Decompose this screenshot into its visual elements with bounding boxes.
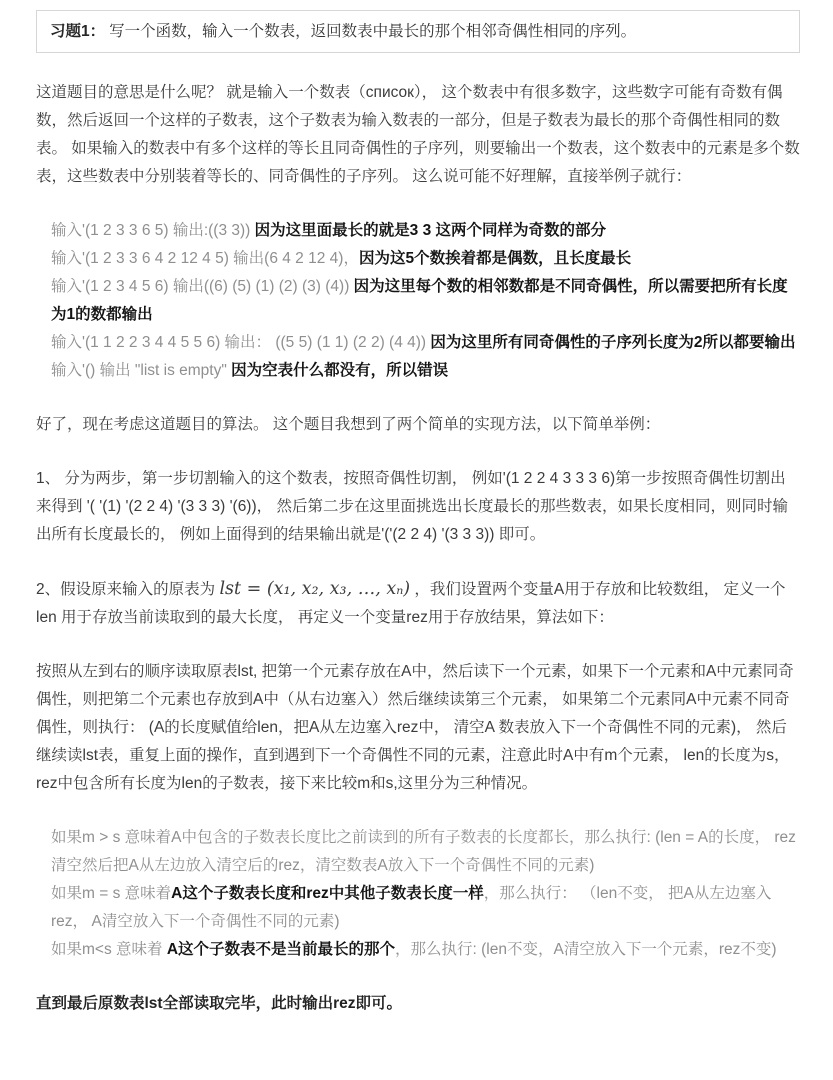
example-line-5 xyxy=(51,357,796,385)
example-4-io: 输入'(1 1 2 2 3 4 4 5 5 6) 输出： ((5 5) (1 1) (2 2) (4 4)) xyxy=(51,334,431,351)
example-3-reason: 因为这里每个数的相邻数都是不同奇偶性，所以需要把所有长度为1的数都输出 xyxy=(51,278,788,323)
case-3-post: ，那么执行: (len不变，A清空放入下一个元素，rez不变) xyxy=(395,941,777,958)
example-line-4 xyxy=(51,329,796,357)
case-line-2 xyxy=(51,880,796,936)
examples-block xyxy=(36,217,800,385)
case-2-bold: A这个子数表长度和rez中其他子数表长度一样 xyxy=(171,885,484,902)
case-1-pre: 如果m > s 意味着A中包含的子数表长度比之前读到的所有子数表的长度都长，那么执行: (len = A的长度， rez清空然后把A从左边放入清空后的rez，清空数表A放入下一个奇偶性不同的元素) xyxy=(51,829,796,874)
algorithm-paragraph: 按照从左到右的顺序读取原表lst, 把第一个元素存放在A中，然后读下一个元素，如果下一个元素和A中元素同奇偶性，则把第二个元素也存放到A中（从右边塞入）然后继续读第三个元素， 如果第二个元素同A中元素不同奇偶性，则执行： (A的长度赋值给len，把A从左边塞入rez中， 清空A 数表放入下一个奇偶性不同的元素)， 然后继续读lst表，重复上面的操作，直到遇到下一个奇偶性不同的元素，注意此时A中有m个元素， len的长度为s， rez中包含所有长度为len的子数表，接下来比较m和s,这里分为三种情况。 xyxy=(36,663,794,792)
method2-continued-text: ，我们设置两个变量A用于存放和比较数组， 定义一个len 用于存放当前读取到的最大长度， 再定义一个变量rez用于存放结果，算法如下： xyxy=(36,581,786,626)
example-line-2 xyxy=(51,245,796,273)
example-1-io: 输入'(1 2 3 3 6 5) 输出:((3 3)) xyxy=(51,222,255,239)
exercise-box xyxy=(36,10,800,53)
example-4-reason: 因为这里所有同奇偶性的子序列长度为2所以都要输出 xyxy=(430,334,796,351)
case-3-pre: 如果m<s 意味着 xyxy=(51,941,167,958)
math-formula: lst = (x₁, x₂, x₃, …, xₙ) xyxy=(219,579,411,599)
exercise-text: 写一个函数，输入一个数表，返回数表中最长的那个相邻奇偶性相同的序列。 xyxy=(109,23,637,40)
case-3-bold: A这个子数表不是当前最长的那个 xyxy=(166,941,396,958)
example-line-3 xyxy=(51,273,796,329)
example-5-reason: 因为空表什么都没有，所以错误 xyxy=(231,362,449,379)
example-2-reason: 因为这5个数挨着都是偶数，且长度最长 xyxy=(358,250,632,267)
example-5-io: 输入'() 输出 "list is empty" xyxy=(51,362,232,379)
example-3-io: 输入'(1 2 3 4 5 6) 输出((6) (5) (1) (2) (3) (4)) xyxy=(51,278,354,295)
method2-intro-text: 2、假设原来输入的原表为 xyxy=(36,581,220,598)
method1-paragraph: 1、 分为两步，第一步切割输入的这个数表，按照奇偶性切割， 例如'(1 2 2 4 3 3 3 6)第一步按照奇偶性切割出来得到 '( '(1) '(2 2 4) '(3 3 3) '(6))， 然后第二步在这里面挑选出长度最长的那些数表，如果长度相同，则同时输出所有长度最长的， 例如上面得到的结果输出就是'('(2 2 4) '(3 3 3)) 即可。 xyxy=(36,470,788,543)
exercise-label: 习题1： xyxy=(50,23,106,40)
case-2-pre: 如果m = s 意味着 xyxy=(51,885,172,902)
case-line-3 xyxy=(51,936,796,964)
example-1-reason: 因为这里面最长的就是3 3 这两个同样为奇数的部分 xyxy=(254,222,607,239)
method2-paragraph xyxy=(36,575,800,632)
example-line-1 xyxy=(51,217,796,245)
case-2-post: ，那么执行： （len不变， 把A从左边塞入rez， A清空放入下一个奇偶性不同的元素) xyxy=(51,885,772,930)
intro-paragraph: 这道题目的意思是什么呢？ 就是输入一个数表（список）， 这个数表中有很多数字，这些数字可能有奇数有偶数，然后返回一个这样的子数表，这个子数表为输入数表的一部分，但是子数表为最长的那个奇偶性相同的数表。 如果输入的数表中有多个这样的等长且同奇偶性的子序列，则要输出一个数表，这个数表中的元素是多个数表，这些数表中分别装着等长的、同奇偶性的子序列。 这么说可能不好理解，直接举例子就行： xyxy=(36,84,800,185)
transition-paragraph: 好了，现在考虑这道题目的算法。 这个题目我想到了两个简单的实现方法，以下简单举例： xyxy=(36,416,661,433)
cases-block xyxy=(36,824,800,964)
conclusion-paragraph: 直到最后原数表lst全部读取完毕，此时输出rez即可。 xyxy=(36,995,402,1012)
case-line-1 xyxy=(51,824,796,880)
example-2-io: 输入'(1 2 3 3 6 4 2 12 4 5) 输出(6 4 2 12 4)， xyxy=(51,250,359,267)
